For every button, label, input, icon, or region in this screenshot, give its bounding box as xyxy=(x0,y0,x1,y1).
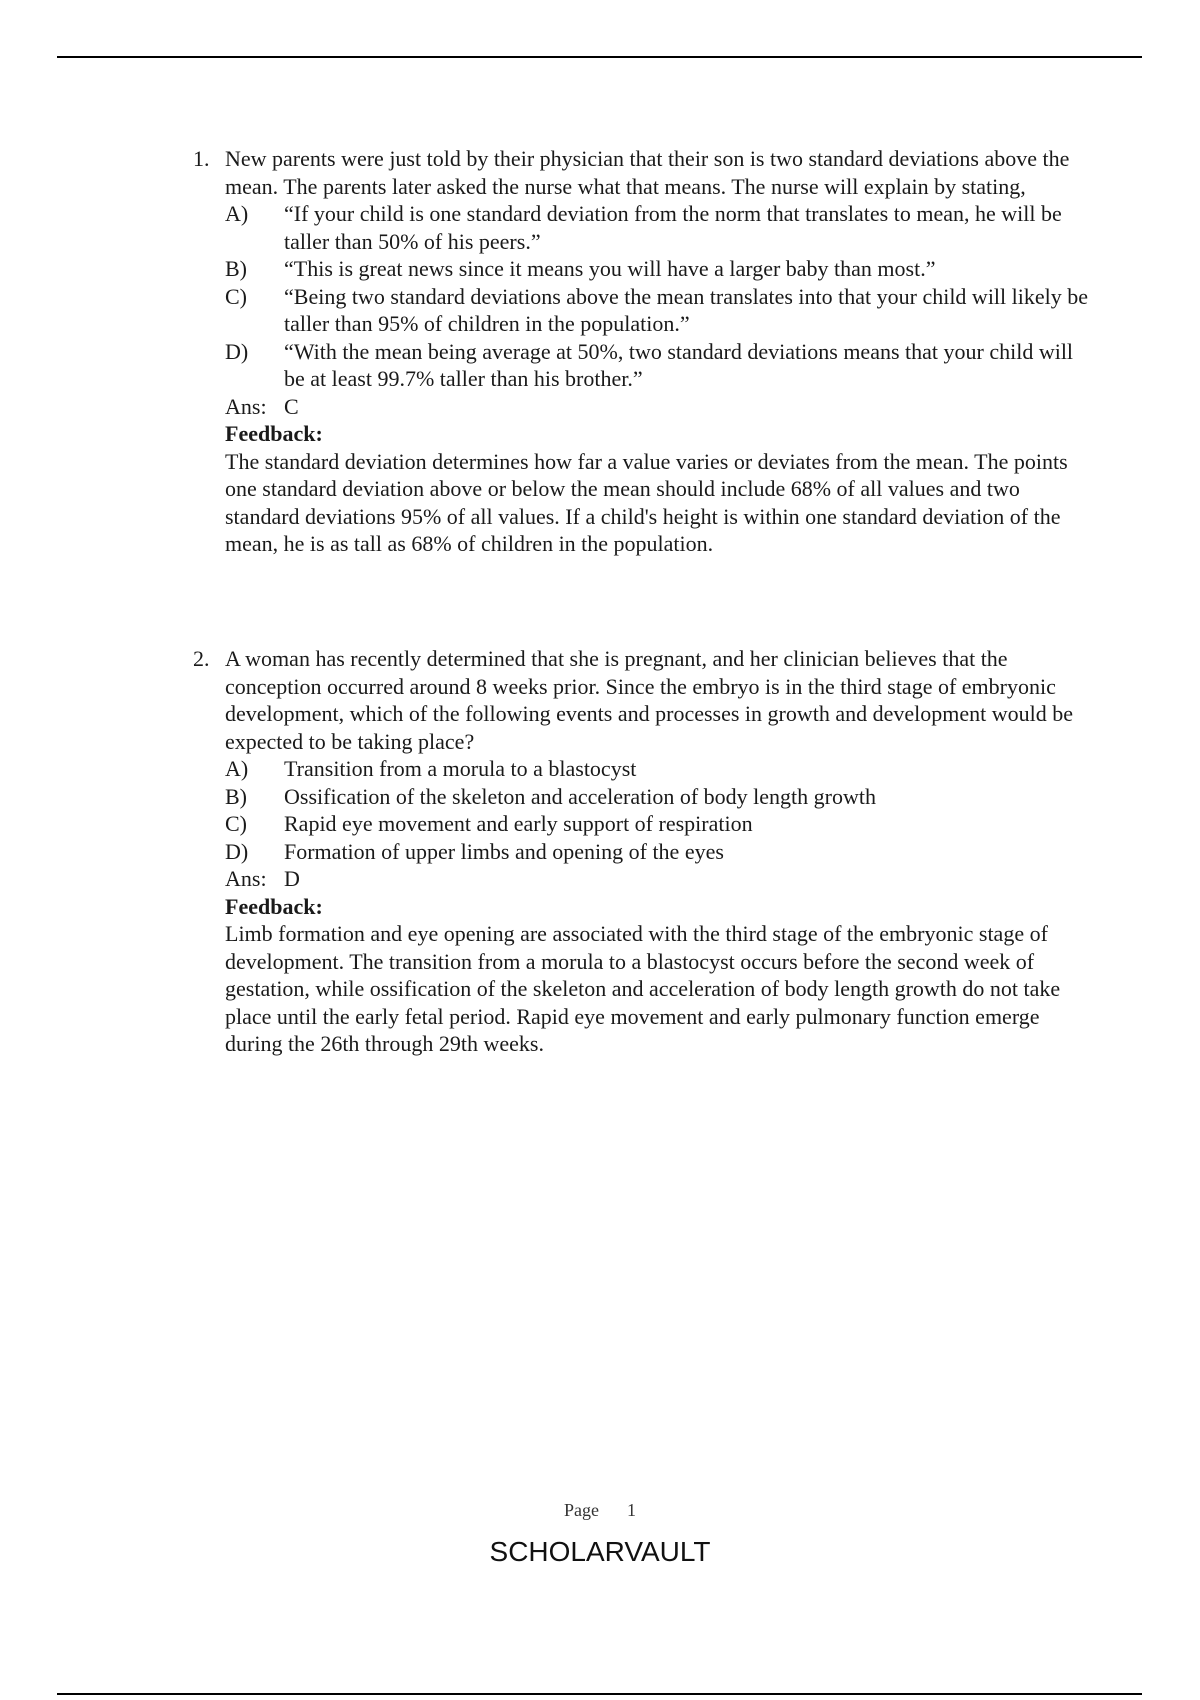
option-text: Formation of upper limbs and opening of the eyes xyxy=(284,838,724,864)
option-text: “Being two standard deviations above the mean translates into that your child will likely be taller than 95% of children in the population.” xyxy=(284,283,1089,336)
answer-line xyxy=(225,865,1093,893)
top-rule xyxy=(57,56,1142,58)
question-stem: A woman has recently determined that she is pregnant, and her clinician believes that the conception occurred around 8 weeks prior. Since the embryo is in the third stage of embryonic development, which of the following events and processes in growth and development would be expected to be taking place? xyxy=(225,646,1074,754)
option-b xyxy=(225,255,1093,283)
option-text: “This is great news since it means you will have a larger baby than most.” xyxy=(284,256,936,281)
question-1 xyxy=(193,145,1093,558)
option-d xyxy=(225,838,1093,866)
option-b xyxy=(225,783,1093,811)
feedback-text: Limb formation and eye opening are associated with the third stage of the embryonic stage of development. The transition from a morula to a blastocyst occurs before the second week of gestation, while ossification of the skeleton and acceleration of body length growth do not take place until the early fetal period. Rapid eye movement and early pulmonary function emerge during the 26th through 29th weeks. xyxy=(225,921,1061,1056)
option-c xyxy=(225,283,1093,338)
option-a xyxy=(225,755,1093,783)
option-text: “If your child is one standard deviation from the norm that translates to mean, he will be taller than 50% of his peers.” xyxy=(284,201,1062,254)
option-letter: C) xyxy=(225,283,247,309)
option-d xyxy=(225,338,1093,393)
brand-watermark: SCHOLARVAULT xyxy=(489,1536,711,1567)
option-letter: B) xyxy=(225,783,247,809)
answer-options xyxy=(225,755,1093,865)
option-c xyxy=(225,810,1093,838)
page-label: Page xyxy=(564,1500,599,1520)
question-2 xyxy=(193,645,1093,1058)
option-letter: D) xyxy=(225,338,249,364)
answer-label: Ans: xyxy=(225,866,267,891)
bottom-rule xyxy=(57,1693,1142,1695)
answer-value: D xyxy=(284,866,300,891)
answer-label: Ans: xyxy=(225,393,267,419)
page-footer xyxy=(0,1500,1200,1521)
feedback-heading: Feedback: xyxy=(225,893,323,919)
question-body xyxy=(225,645,1093,1058)
answer-value: C xyxy=(284,393,299,419)
question-stem: New parents were just told by their physician that their son is two standard deviations above the mean. The parents later asked the nurse what that means. The nurse will explain by stating, xyxy=(225,146,1070,199)
feedback-heading: Feedback: xyxy=(225,421,323,446)
question-number: 2. xyxy=(193,646,210,671)
option-letter: D) xyxy=(225,838,249,864)
question-number: 1. xyxy=(193,146,210,171)
option-letter: A) xyxy=(225,756,249,781)
option-letter: C) xyxy=(225,811,247,836)
option-a xyxy=(225,200,1093,255)
feedback-text: The standard deviation determines how far a value varies or deviates from the mean. The points one standard deviation above or below the mean should include 68% of all values and two standard deviations 95% of all values. If a child's height is within one standard deviation of the mean, he is as tall as 68% of children in the population. xyxy=(225,448,1068,556)
answer-options xyxy=(225,200,1093,393)
option-text: “With the mean being average at 50%, two standard deviations means that your child will be at least 99.7% taller than his brother.” xyxy=(284,338,1074,391)
answer-line xyxy=(225,393,1093,421)
question-body xyxy=(225,145,1093,558)
option-text: Transition from a morula to a blastocyst xyxy=(284,756,637,781)
page-number: 1 xyxy=(627,1500,636,1520)
option-text: Rapid eye movement and early support of respiration xyxy=(284,811,753,836)
option-letter: A) xyxy=(225,201,249,226)
option-text: Ossification of the skeleton and acceleration of body length growth xyxy=(284,783,876,809)
option-letter: B) xyxy=(225,256,247,281)
